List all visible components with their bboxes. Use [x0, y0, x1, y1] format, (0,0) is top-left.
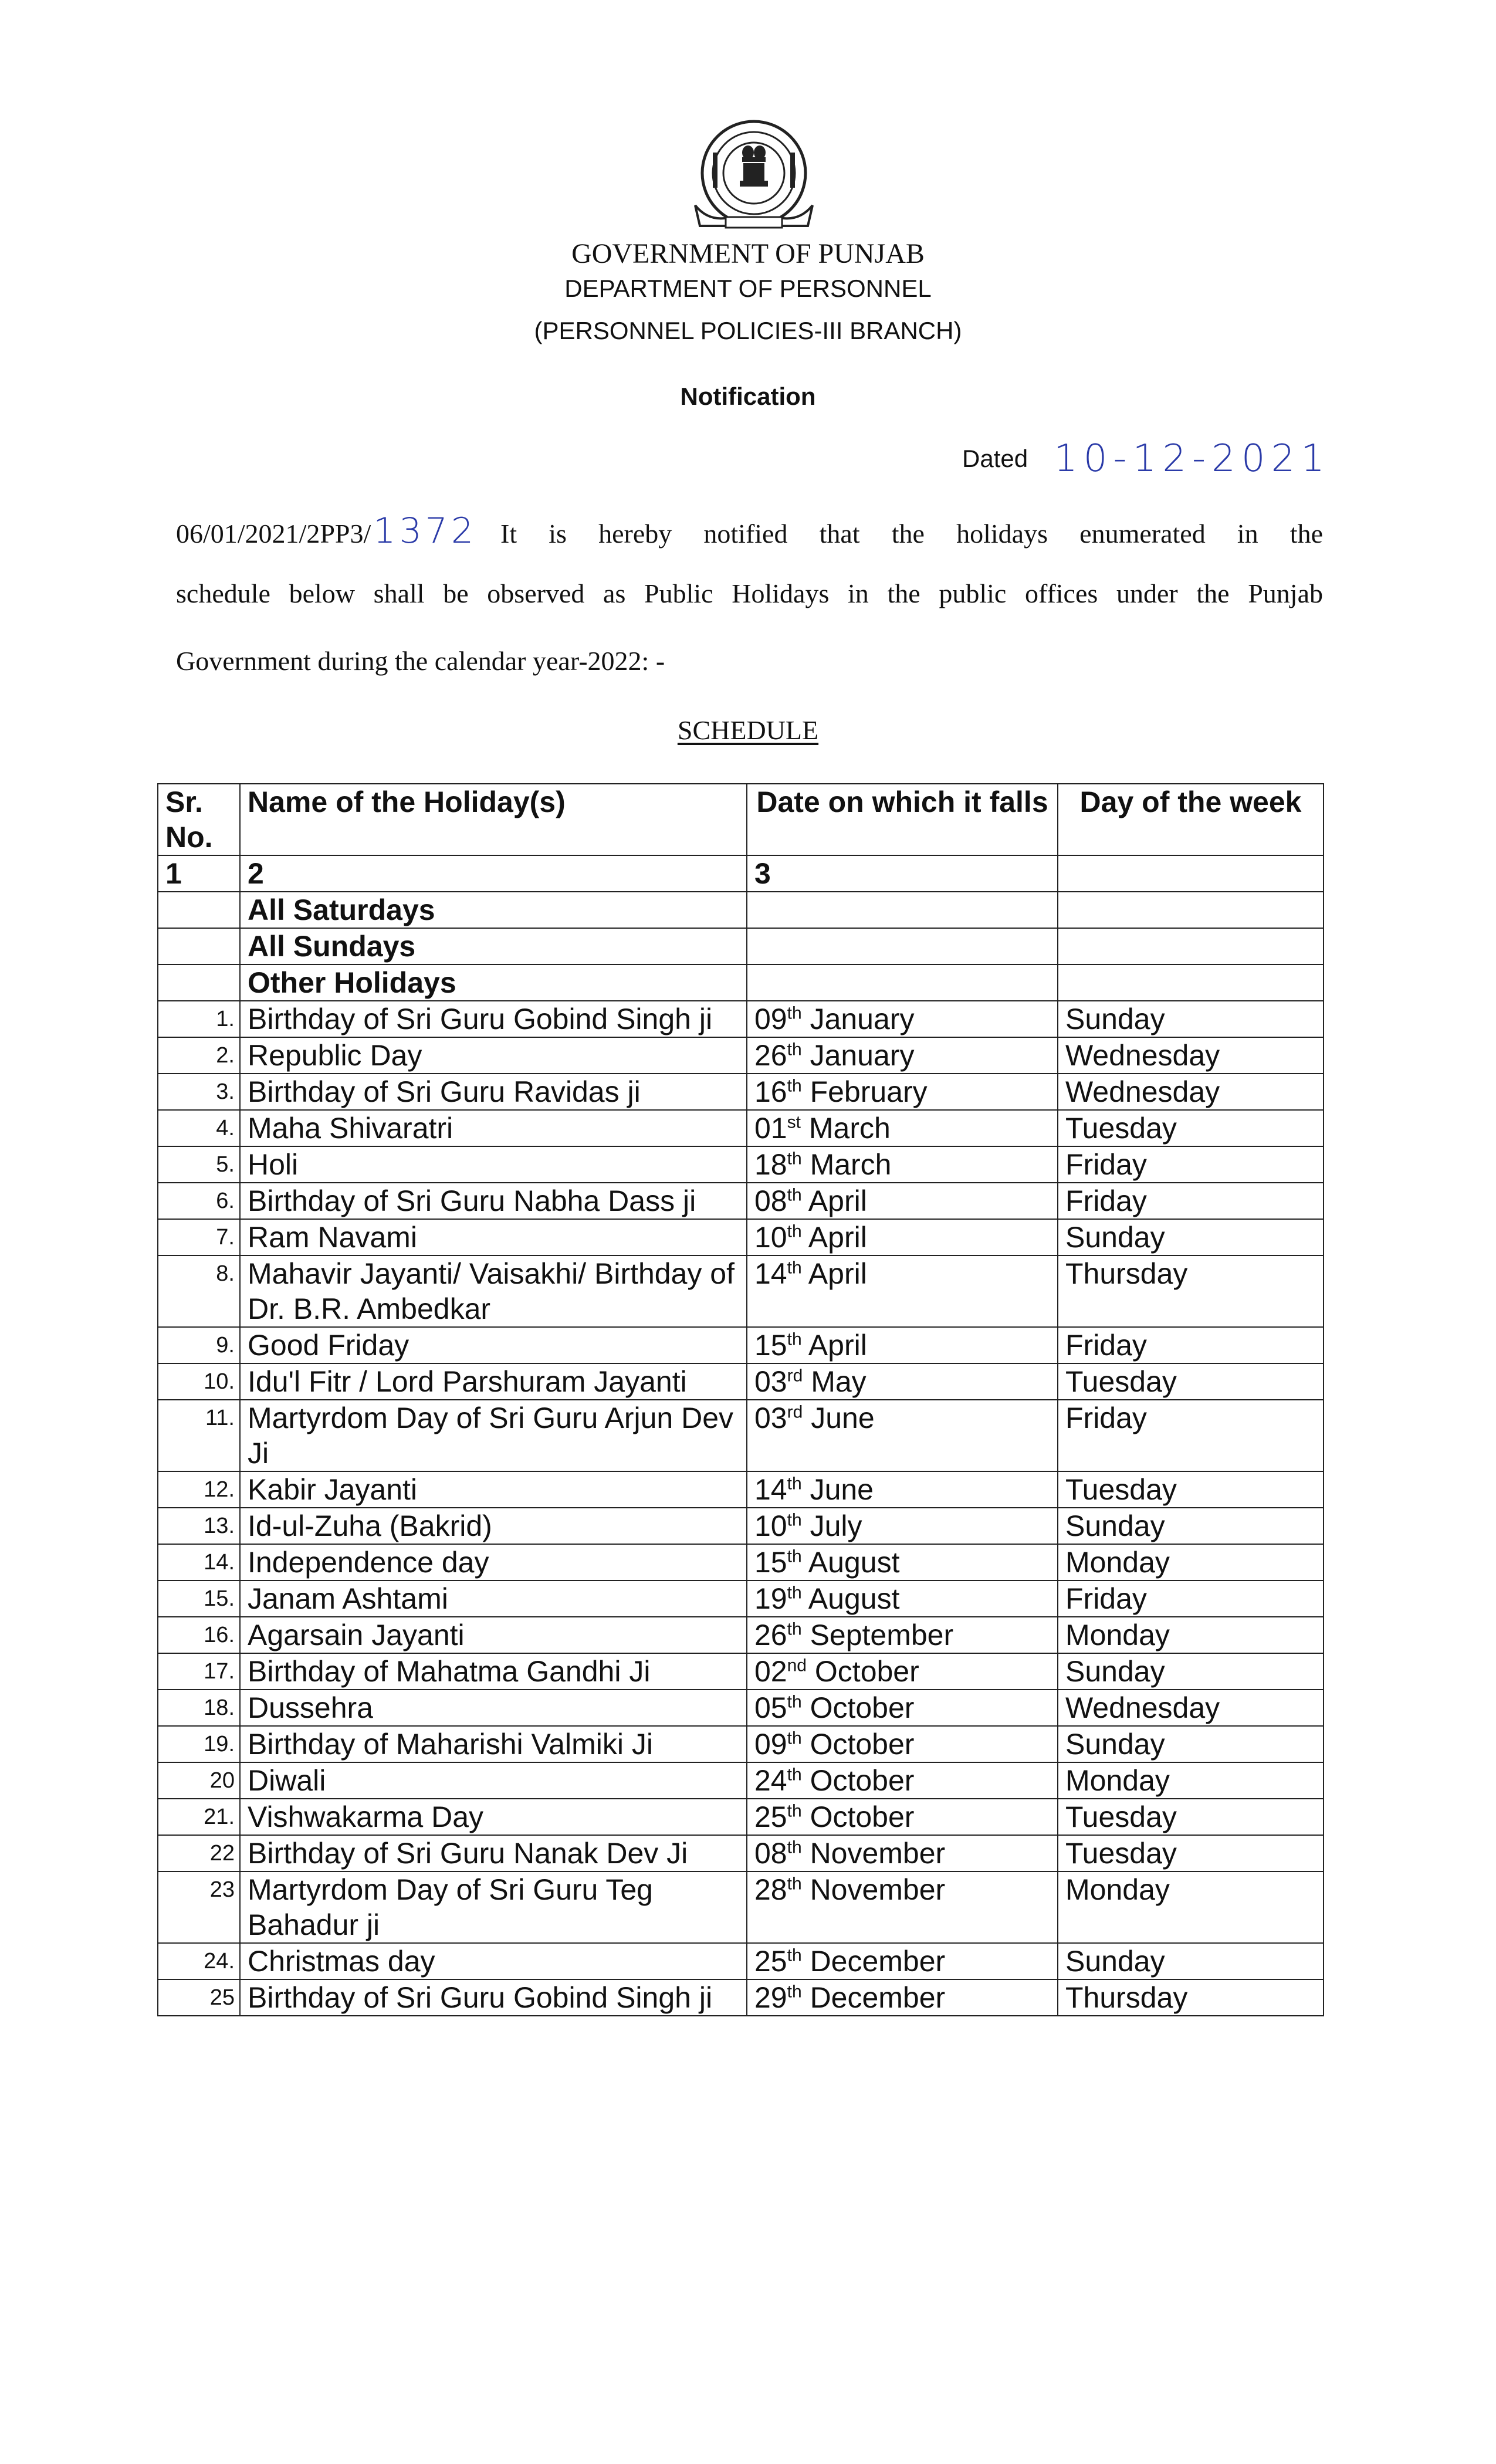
row-date-day: 02 [754, 1655, 787, 1688]
row-date-suffix: th [787, 1801, 802, 1821]
row-holiday-name: Birthday of Sri Guru Gobind Singh ji [240, 1001, 747, 1037]
column-number-4 [1058, 855, 1324, 892]
row-date [747, 1653, 1058, 1690]
column-number-1: 1 [158, 855, 240, 892]
row-date-day: 01 [754, 1112, 787, 1145]
row-date-day: 28 [754, 1873, 787, 1906]
row-sr-no: 15. [158, 1580, 240, 1617]
row-sr-no: 10. [158, 1363, 240, 1400]
row-sr-no: 6. [158, 1183, 240, 1219]
row-date-month: April [808, 1184, 867, 1217]
paragraph-text-line-1: It is hereby notified that the holidays enumerated in the [500, 519, 1323, 549]
row-sr-no: 18. [158, 1690, 240, 1726]
row-holiday-name: Ram Navami [240, 1219, 747, 1255]
table-row [158, 1726, 1324, 1762]
row-sr-no: 11. [158, 1400, 240, 1471]
row-date [747, 1762, 1058, 1799]
row-date-day: 10 [754, 1509, 787, 1542]
row-weekday: Tuesday [1058, 1110, 1324, 1146]
table-row [158, 1799, 1324, 1835]
row-date-month: April [808, 1329, 867, 1362]
row-weekday: Sunday [1058, 1508, 1324, 1544]
row-date-month: May [811, 1365, 867, 1398]
row-date-day: 03 [754, 1402, 787, 1434]
row-sr-no: 13. [158, 1508, 240, 1544]
row-date [747, 1979, 1058, 2016]
row-holiday-name: Mahavir Jayanti/ Vaisakhi/ Birthday of Dr. B.R. Ambedkar [240, 1255, 747, 1327]
row-date-suffix: th [787, 1692, 802, 1712]
row-date-suffix: th [787, 1546, 802, 1566]
row-weekday: Friday [1058, 1183, 1324, 1219]
header-date: Date on which it falls [747, 784, 1058, 855]
header-holiday-name: Name of the Holiday(s) [240, 784, 747, 855]
row-sr-no: 14. [158, 1544, 240, 1580]
row-date-month: September [810, 1619, 954, 1651]
row-sr-no: 16. [158, 1617, 240, 1653]
row-date-suffix: nd [787, 1656, 807, 1676]
row-date [747, 1146, 1058, 1183]
government-title: GOVERNMENT OF PUNJAB [571, 238, 925, 269]
row-sr-no: 12. [158, 1471, 240, 1508]
row-date [747, 1363, 1058, 1400]
row-date-month: April [808, 1257, 867, 1290]
row-weekday: Sunday [1058, 1943, 1324, 1979]
table-row [158, 1255, 1324, 1327]
row-date [747, 1835, 1058, 1871]
row-weekday: Wednesday [1058, 1037, 1324, 1074]
row-sr-no: 5. [158, 1146, 240, 1183]
section-all-saturdays: All Saturdays [240, 892, 747, 928]
row-sr-no: 25 [158, 1979, 240, 2016]
row-sr-no: 19. [158, 1726, 240, 1762]
row-holiday-name: Janam Ashtami [240, 1580, 747, 1617]
table-row [158, 1871, 1324, 1943]
row-weekday: Tuesday [1058, 1835, 1324, 1871]
dated-block [962, 437, 1331, 480]
row-holiday-name: Diwali [240, 1762, 747, 1799]
row-holiday-name: Birthday of Maharishi Valmiki Ji [240, 1726, 747, 1762]
row-date-suffix: th [787, 1149, 802, 1169]
row-date-month: October [810, 1691, 915, 1724]
row-date-suffix: th [787, 1040, 802, 1060]
row-date-day: 05 [754, 1691, 787, 1724]
reference-number-handwritten: 1372 [373, 510, 477, 551]
row-date-day: 29 [754, 1981, 787, 2014]
row-date-day: 16 [754, 1075, 787, 1108]
reference-number-prefix: 06/01/2021/2PP3/ [176, 519, 371, 549]
row-sr-no: 1. [158, 1001, 240, 1037]
row-date-month: July [810, 1509, 862, 1542]
table-row [158, 1001, 1324, 1037]
row-date [747, 1690, 1058, 1726]
row-weekday: Tuesday [1058, 1471, 1324, 1508]
row-date-suffix: th [787, 1076, 802, 1096]
row-date-day: 26 [754, 1619, 787, 1651]
row-date [747, 1110, 1058, 1146]
row-date-day: 09 [754, 1003, 787, 1035]
row-sr-no: 4. [158, 1110, 240, 1146]
row-date-day: 08 [754, 1837, 787, 1870]
row-sr-no: 17. [158, 1653, 240, 1690]
row-date-day: 10 [754, 1221, 787, 1254]
row-date-month: October [810, 1800, 915, 1833]
row-date-day: 18 [754, 1148, 787, 1181]
row-sr-no: 21. [158, 1799, 240, 1835]
row-holiday-name: Idu'l Fitr / Lord Parshuram Jayanti [240, 1363, 747, 1400]
row-weekday: Sunday [1058, 1726, 1324, 1762]
table-row [158, 1183, 1324, 1219]
column-number-2: 2 [240, 855, 747, 892]
row-holiday-name: Good Friday [240, 1327, 747, 1363]
table-row [158, 1110, 1324, 1146]
row-date-suffix: th [787, 1185, 802, 1205]
row-date-day: 03 [754, 1365, 787, 1398]
row-holiday-name: Vishwakarma Day [240, 1799, 747, 1835]
row-date-suffix: th [787, 1583, 802, 1603]
table-row [158, 1471, 1324, 1508]
row-holiday-name: Birthday of Mahatma Gandhi Ji [240, 1653, 747, 1690]
row-date-suffix: th [787, 1329, 802, 1349]
row-date-suffix: th [787, 1982, 802, 2002]
row-weekday: Monday [1058, 1544, 1324, 1580]
row-date-month: June [811, 1402, 875, 1434]
row-holiday-name: Birthday of Sri Guru Ravidas ji [240, 1074, 747, 1110]
table-row [158, 1146, 1324, 1183]
row-date-day: 25 [754, 1800, 787, 1833]
row-date-suffix: th [787, 1258, 802, 1278]
section-other-holidays: Other Holidays [240, 964, 747, 1001]
row-weekday: Thursday [1058, 1255, 1324, 1327]
row-holiday-name: Birthday of Sri Guru Nanak Dev Ji [240, 1835, 747, 1871]
row-holiday-name: Martyrdom Day of Sri Guru Arjun Dev Ji [240, 1400, 747, 1471]
row-holiday-name: Kabir Jayanti [240, 1471, 747, 1508]
holiday-schedule-table [157, 783, 1324, 2016]
dated-handwritten-value: 10-12-2021 [1054, 437, 1331, 480]
row-sr-no: 9. [158, 1327, 240, 1363]
row-date-month: June [810, 1473, 874, 1506]
section-row-saturdays [158, 892, 1324, 928]
row-weekday: Friday [1058, 1146, 1324, 1183]
row-date-suffix: th [787, 1728, 802, 1748]
table-row [158, 1653, 1324, 1690]
row-date [747, 1400, 1058, 1471]
row-date [747, 1943, 1058, 1979]
row-date-month: November [810, 1837, 946, 1870]
paragraph-text-line-2: schedule below shall be observed as Public Holidays in the public offices under the Punjab [176, 578, 1323, 608]
row-weekday: Sunday [1058, 1001, 1324, 1037]
row-date-suffix: th [787, 1003, 802, 1023]
row-date [747, 1726, 1058, 1762]
column-number-row [158, 855, 1324, 892]
table-row [158, 1617, 1324, 1653]
row-date [747, 1074, 1058, 1110]
table-row [158, 1327, 1324, 1363]
row-date-suffix: rd [787, 1402, 803, 1422]
row-date [747, 1871, 1058, 1943]
row-holiday-name: Holi [240, 1146, 747, 1183]
row-date-suffix: st [787, 1112, 801, 1132]
row-weekday: Tuesday [1058, 1799, 1324, 1835]
department-title: DEPARTMENT OF PERSONNEL [564, 275, 932, 302]
row-date-day: 24 [754, 1764, 787, 1797]
row-date-suffix: th [787, 1837, 802, 1857]
row-holiday-name: Birthday of Sri Guru Gobind Singh ji [240, 1979, 747, 2016]
row-date [747, 1219, 1058, 1255]
row-date-day: 09 [754, 1728, 787, 1761]
row-date [747, 1508, 1058, 1544]
row-weekday: Monday [1058, 1617, 1324, 1653]
row-date-month: August [808, 1582, 900, 1615]
table-row [158, 1580, 1324, 1617]
table-row [158, 1690, 1324, 1726]
table-row [158, 1219, 1324, 1255]
row-date [747, 1255, 1058, 1327]
row-date [747, 1617, 1058, 1653]
section-all-sundays: All Sundays [240, 928, 747, 964]
section-row-other [158, 964, 1324, 1001]
row-weekday: Friday [1058, 1580, 1324, 1617]
row-date [747, 1471, 1058, 1508]
row-date-month: December [810, 1981, 946, 2014]
punjab-emblem-seal [654, 117, 854, 241]
table-row [158, 1037, 1324, 1074]
row-date-month: March [808, 1112, 891, 1145]
row-date-month: January [810, 1003, 915, 1035]
notification-title: Notification [680, 383, 816, 410]
row-date-day: 25 [754, 1945, 787, 1978]
row-date [747, 1580, 1058, 1617]
section-row-sundays [158, 928, 1324, 964]
table-row [158, 1544, 1324, 1580]
row-sr-no: 7. [158, 1219, 240, 1255]
row-holiday-name: Id-ul-Zuha (Bakrid) [240, 1508, 747, 1544]
row-date [747, 1544, 1058, 1580]
row-date-month: October [810, 1764, 915, 1797]
row-date-month: November [810, 1873, 946, 1906]
row-date-suffix: th [787, 1221, 802, 1241]
row-date [747, 1183, 1058, 1219]
row-weekday: Friday [1058, 1400, 1324, 1471]
row-date-day: 14 [754, 1473, 787, 1506]
row-date-day: 15 [754, 1329, 787, 1362]
table-row [158, 1979, 1324, 2016]
schedule-title: SCHEDULE [677, 715, 819, 745]
row-date-month: February [810, 1075, 928, 1108]
row-sr-no: 22 [158, 1835, 240, 1871]
row-date [747, 1799, 1058, 1835]
row-holiday-name: Republic Day [240, 1037, 747, 1074]
table-header-row [158, 784, 1324, 855]
row-sr-no: 8. [158, 1255, 240, 1327]
row-weekday: Wednesday [1058, 1074, 1324, 1110]
row-holiday-name: Independence day [240, 1544, 747, 1580]
dated-label: Dated [962, 445, 1028, 472]
row-weekday: Monday [1058, 1871, 1324, 1943]
table-row [158, 1943, 1324, 1979]
table-row [158, 1508, 1324, 1544]
row-weekday: Wednesday [1058, 1690, 1324, 1726]
row-date-suffix: th [787, 1619, 802, 1639]
row-date-day: 15 [754, 1546, 787, 1579]
notification-paragraph-line-1 [176, 510, 1323, 551]
row-holiday-name: Martyrdom Day of Sri Guru Teg Bahadur ji [240, 1871, 747, 1943]
table-row [158, 1835, 1324, 1871]
row-sr-no: 2. [158, 1037, 240, 1074]
row-date-day: 19 [754, 1582, 787, 1615]
row-date-suffix: th [787, 1474, 802, 1494]
row-date-month: August [808, 1546, 900, 1579]
row-sr-no: 23 [158, 1871, 240, 1943]
row-sr-no: 24. [158, 1943, 240, 1979]
row-sr-no: 3. [158, 1074, 240, 1110]
column-number-3: 3 [747, 855, 1058, 892]
row-weekday: Sunday [1058, 1653, 1324, 1690]
row-weekday: Thursday [1058, 1979, 1324, 2016]
row-date-month: October [814, 1655, 919, 1688]
row-date-month: October [810, 1728, 915, 1761]
row-date-day: 14 [754, 1257, 787, 1290]
header-day: Day of the week [1058, 784, 1324, 855]
row-weekday: Tuesday [1058, 1363, 1324, 1400]
row-weekday: Sunday [1058, 1219, 1324, 1255]
table-row [158, 1400, 1324, 1471]
header-sr-no: Sr. No. [158, 784, 240, 855]
row-holiday-name: Maha Shivaratri [240, 1110, 747, 1146]
row-date [747, 1327, 1058, 1363]
row-sr-no: 20 [158, 1762, 240, 1799]
row-holiday-name: Dussehra [240, 1690, 747, 1726]
table-row [158, 1762, 1324, 1799]
row-date-suffix: th [787, 1874, 802, 1894]
row-weekday: Friday [1058, 1327, 1324, 1363]
paragraph-text-line-3: Government during the calendar year-2022: - [176, 646, 665, 676]
row-date-suffix: th [787, 1765, 802, 1785]
table-row [158, 1363, 1324, 1400]
row-date [747, 1037, 1058, 1074]
branch-title: (PERSONNEL POLICIES-III BRANCH) [534, 317, 962, 344]
row-date-month: January [810, 1039, 915, 1072]
row-date-suffix: th [787, 1945, 802, 1965]
row-holiday-name: Agarsain Jayanti [240, 1617, 747, 1653]
table-row [158, 1074, 1324, 1110]
row-date-month: March [810, 1148, 892, 1181]
row-date [747, 1001, 1058, 1037]
row-date-suffix: rd [787, 1366, 803, 1386]
row-weekday: Monday [1058, 1762, 1324, 1799]
row-date-day: 08 [754, 1184, 787, 1217]
row-date-month: April [808, 1221, 867, 1254]
row-holiday-name: Christmas day [240, 1943, 747, 1979]
row-date-month: December [810, 1945, 946, 1978]
row-holiday-name: Birthday of Sri Guru Nabha Dass ji [240, 1183, 747, 1219]
row-date-suffix: th [787, 1510, 802, 1530]
row-date-day: 26 [754, 1039, 787, 1072]
